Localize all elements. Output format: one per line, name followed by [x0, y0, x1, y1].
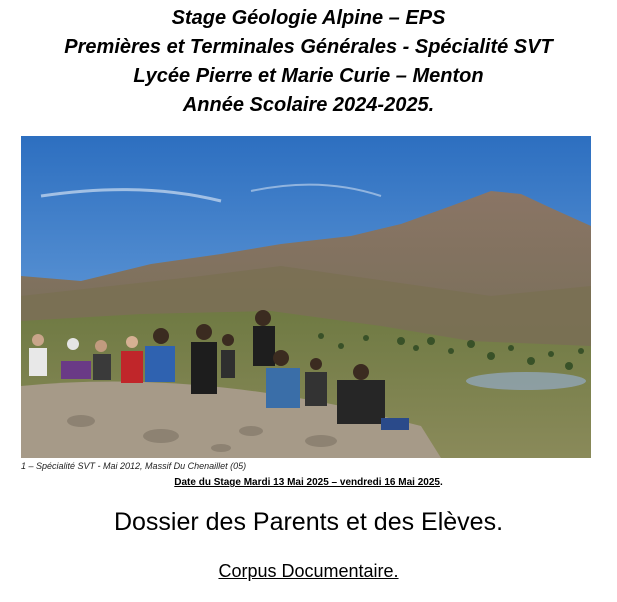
stage-dates-period: .: [439, 477, 443, 488]
stage-dates-text: Date du Stage Mardi 13 Mai 2025 – vendredi 16 Mai 2025: [174, 477, 440, 488]
header-line-1: Stage Géologie Alpine – EPS: [171, 7, 446, 29]
photo-caption: 1 – Spécialité SVT - Mai 2012, Massif Du Chenaillet (05): [21, 461, 247, 471]
corpus-title: Corpus Documentaire.: [218, 561, 399, 581]
lake: [466, 372, 586, 390]
stage-dates: [0, 477, 617, 488]
mountain-group-photo: [21, 136, 591, 458]
header-line-2: Premières et Terminales Générales - Spécialité SVT: [64, 36, 553, 58]
header-block: [0, 4, 617, 120]
dossier-title: Dossier des Parents et des Elèves.: [113, 508, 504, 536]
header-line-4: Année Scolaire 2024-2025.: [182, 94, 435, 116]
header-line-3: Lycée Pierre et Marie Curie – Menton: [133, 65, 484, 87]
